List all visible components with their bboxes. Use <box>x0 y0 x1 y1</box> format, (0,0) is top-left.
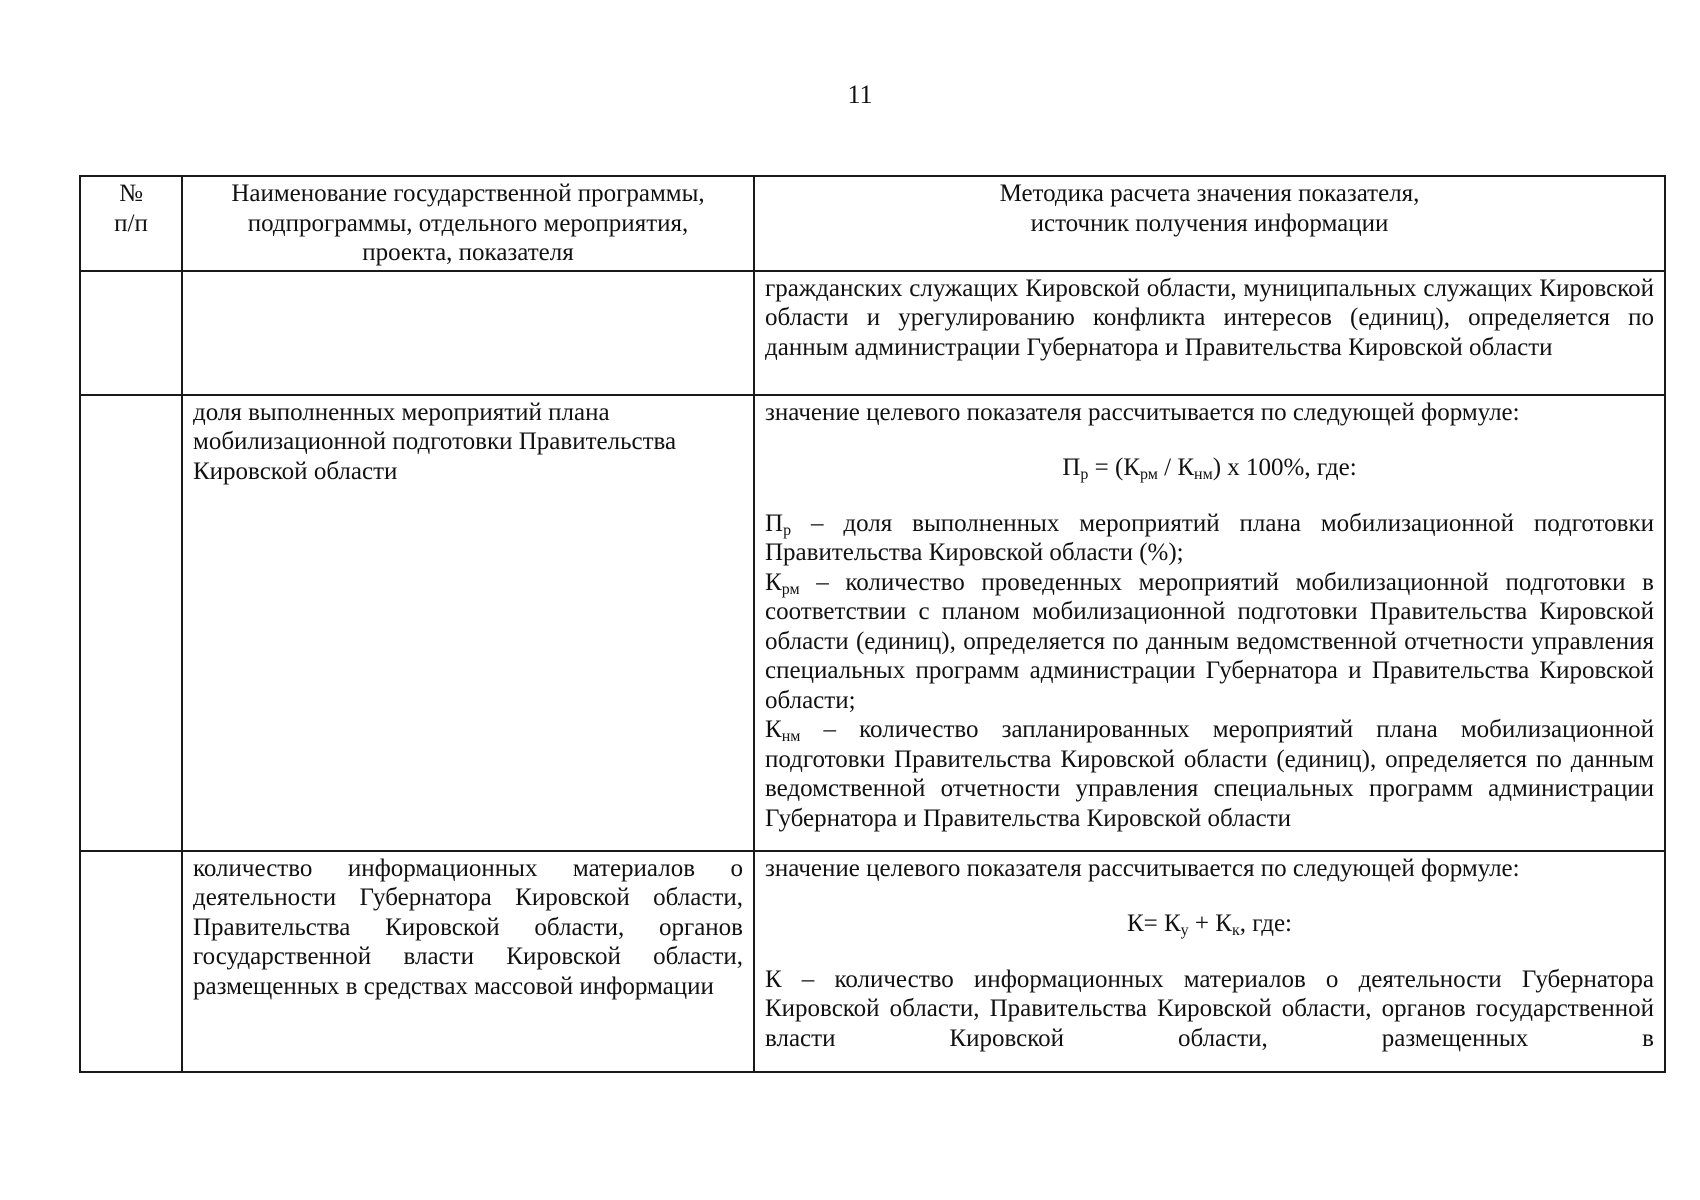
cell-number <box>80 395 182 851</box>
formula-intro: значение целевого показателя рассчитывается по следующей формуле: <box>765 854 1520 882</box>
cell-name: доля выполненных мероприятий плана мобилизационной подготовки Правительства Кировской области <box>182 395 754 851</box>
method-text: гражданских служащих Кировской области, муниципальных служащих Кировской области и урегулированию конфликта интересов (единиц), определяется по данным администрации Губернатора и Правительства Кировской области <box>765 274 1654 361</box>
header-name: Наименование государственной программы, подпрограммы, отдельного мероприятия, проекта, показателя <box>182 176 754 271</box>
cell-name: количество информационных материалов о деятельности Губернатора Кировской области, Правительства Кировской области, органов государственной власти Кировской области, размещенных в средствах массовой информации <box>182 851 754 1072</box>
formula: $К= К_у + К_к$, где: <box>1126 910 1293 939</box>
cell-method <box>754 271 1665 395</box>
cell-method <box>754 395 1665 851</box>
header-method: Методика расчета значения показателя, источник получения информации <box>754 176 1665 271</box>
table-header-row <box>80 176 1665 271</box>
formula-intro: значение целевого показателя рассчитывается по следующей формуле: <box>765 398 1520 426</box>
header-number: № п/п <box>80 176 182 271</box>
page-number: 11 <box>847 80 873 109</box>
definition-krm: $К_{рм}$ – количество проведенных мероприятий мобилизационной подготовки в соответствии с планом мобилизационной подготовки Правительства Кировской области (единиц), определяется по данным ведомственной отчетности управления специальных программ администрации Губернатора и Правительства Кировской области; <box>765 568 1654 714</box>
cell-number <box>80 271 182 395</box>
definition-pr: $П_р$ – доля выполненных мероприятий плана мобилизационной подготовки Правительства Кировской области (%); <box>765 509 1654 566</box>
cell-number <box>80 851 182 1072</box>
formula: $П_р = (К_{рм} / К_{нм})$ х 100%, где: <box>1062 454 1357 483</box>
definition-k: К – количество информационных материалов о деятельности Губернатора Кировской области, Правительства Кировской области, органов государственной власти Кировской области, размещенных в <box>765 965 1654 1052</box>
cell-name <box>182 271 754 395</box>
cell-method <box>754 851 1665 1072</box>
methodology-table <box>79 175 1666 1073</box>
table-row <box>80 395 1665 851</box>
definition-knm: $К_{нм}$ – количество запланированных мероприятий плана мобилизационной подготовки Правительства Кировской области (единиц), определяется по данным ведомственной отчетности управления специальных программ администрации Губернатора и Правительства Кировской области <box>765 716 1654 832</box>
table-row <box>80 851 1665 1072</box>
table-row <box>80 271 1665 395</box>
